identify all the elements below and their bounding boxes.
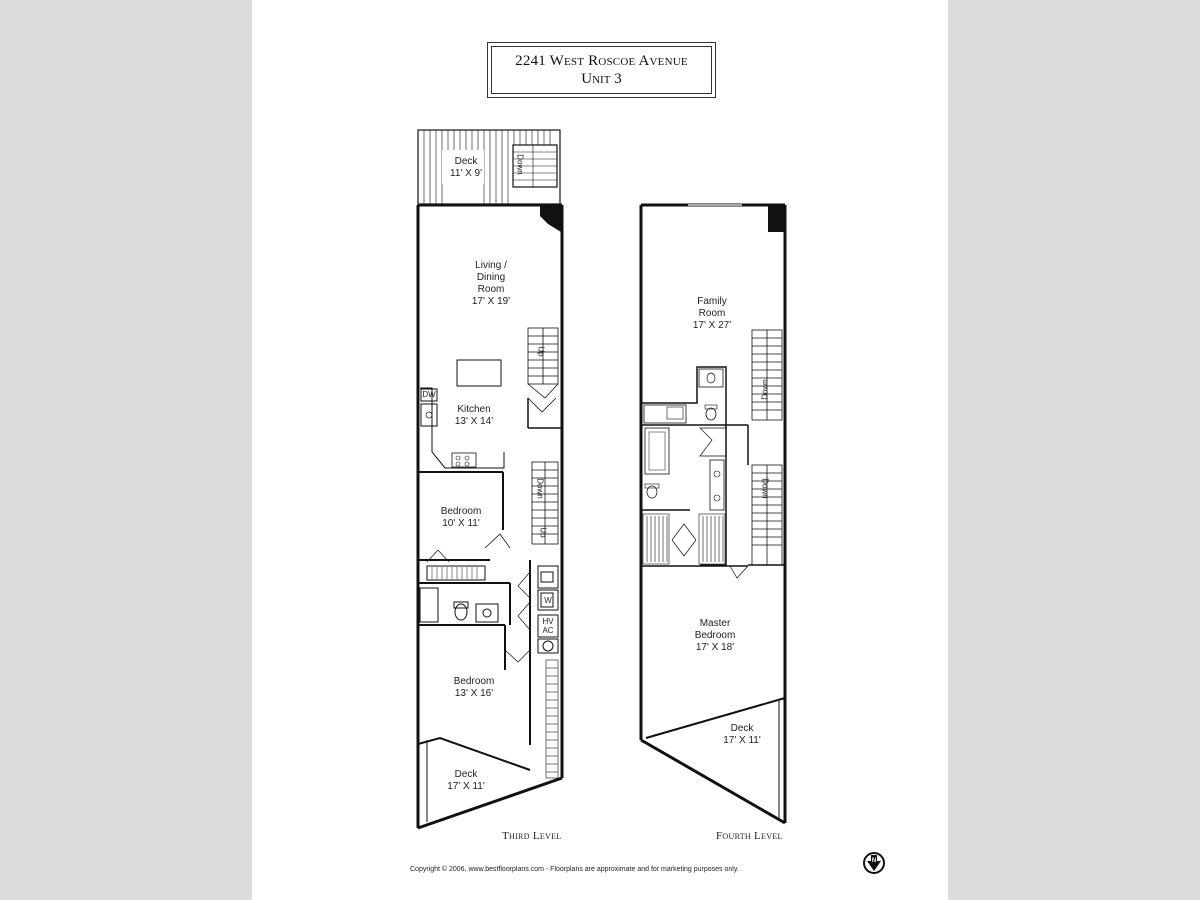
third-level-bath [420, 588, 498, 622]
north-arrow-icon [862, 851, 886, 875]
deck-bottom-label [434, 769, 498, 793]
family-room-name-1: Family [697, 296, 727, 307]
title-block-inner [491, 46, 712, 94]
stair-up-label: Up [536, 346, 546, 357]
property-address: 2241 West Roscoe Avenue [515, 53, 688, 69]
master-bedroom-size: 17' X 18' [695, 642, 735, 653]
living-room-label [456, 260, 526, 308]
deck-bottom-size: 17' X 11' [447, 781, 485, 792]
third-level-utility [518, 560, 558, 660]
fourth-level-closets [643, 514, 725, 564]
bedroom-2-name: Bedroom [453, 676, 495, 687]
stair-down-mid-label: Down [535, 478, 545, 499]
family-room-label [680, 296, 744, 332]
kitchen-name: Kitchen [457, 404, 491, 415]
master-bedroom-name-2: Bedroom [694, 630, 736, 641]
stair-down-top-label: Down [515, 154, 525, 175]
deck-bottom-name: Deck [454, 769, 478, 780]
living-room-name-2: Dining [476, 272, 506, 283]
hvac-hv-label: HV [542, 617, 554, 626]
master-bedroom-name-1: Master [699, 618, 731, 629]
fourth-stair-down-upper-label: Down [760, 379, 770, 400]
fourth-level-caption: Fourth Level [716, 830, 783, 842]
dishwasher-label: DW [422, 390, 436, 399]
third-level-stair-up [528, 328, 558, 398]
bedroom-1-name: Bedroom [440, 506, 482, 517]
title-block [487, 42, 716, 98]
fourth-level-bath [641, 367, 748, 565]
stair-up-mid-label: Up [538, 527, 548, 538]
fourth-level-stair-lower [730, 465, 784, 578]
copyright-notice: Copyright © 2006, www.bestfloorplans.com - Floorplans are approximate and for marketing purposes only. [410, 866, 739, 873]
family-room-size: 17' X 27' [692, 320, 732, 331]
third-level-caption: Third Level [502, 830, 562, 842]
svg-text:N: N [871, 858, 877, 864]
deck-top-name: Deck [454, 156, 478, 167]
living-room-size: 17' X 19' [471, 296, 511, 307]
fourth-deck-label [710, 723, 774, 747]
washer-label: W [544, 596, 552, 605]
kitchen-size: 13' X 14' [454, 416, 494, 427]
fourth-stair-down-lower-label: Down [760, 478, 770, 499]
unit-number: Unit 3 [581, 71, 622, 87]
living-room-name-3: Room [477, 284, 505, 295]
third-level-stair-bottom [546, 660, 558, 778]
fourth-deck-size: 17' X 11' [723, 735, 761, 746]
master-bedroom-label [680, 618, 750, 654]
bedroom-1-size: 10' X 11' [442, 518, 480, 529]
bedroom-1-label [429, 506, 493, 530]
kitchen-counters [420, 388, 504, 468]
deck-top-label [436, 156, 496, 180]
hvac-ac-label: AC [542, 626, 554, 635]
kitchen-label [444, 404, 504, 428]
fourth-level-stair-upper [752, 330, 782, 420]
fourth-deck-name: Deck [730, 723, 754, 734]
bedroom-2-label [442, 676, 506, 700]
living-room-name-1: Living / [475, 260, 507, 271]
family-room-name-2: Room [698, 308, 726, 319]
deck-top-size: 11' X 9' [450, 168, 482, 179]
bedroom-2-size: 13' X 16' [454, 688, 494, 699]
